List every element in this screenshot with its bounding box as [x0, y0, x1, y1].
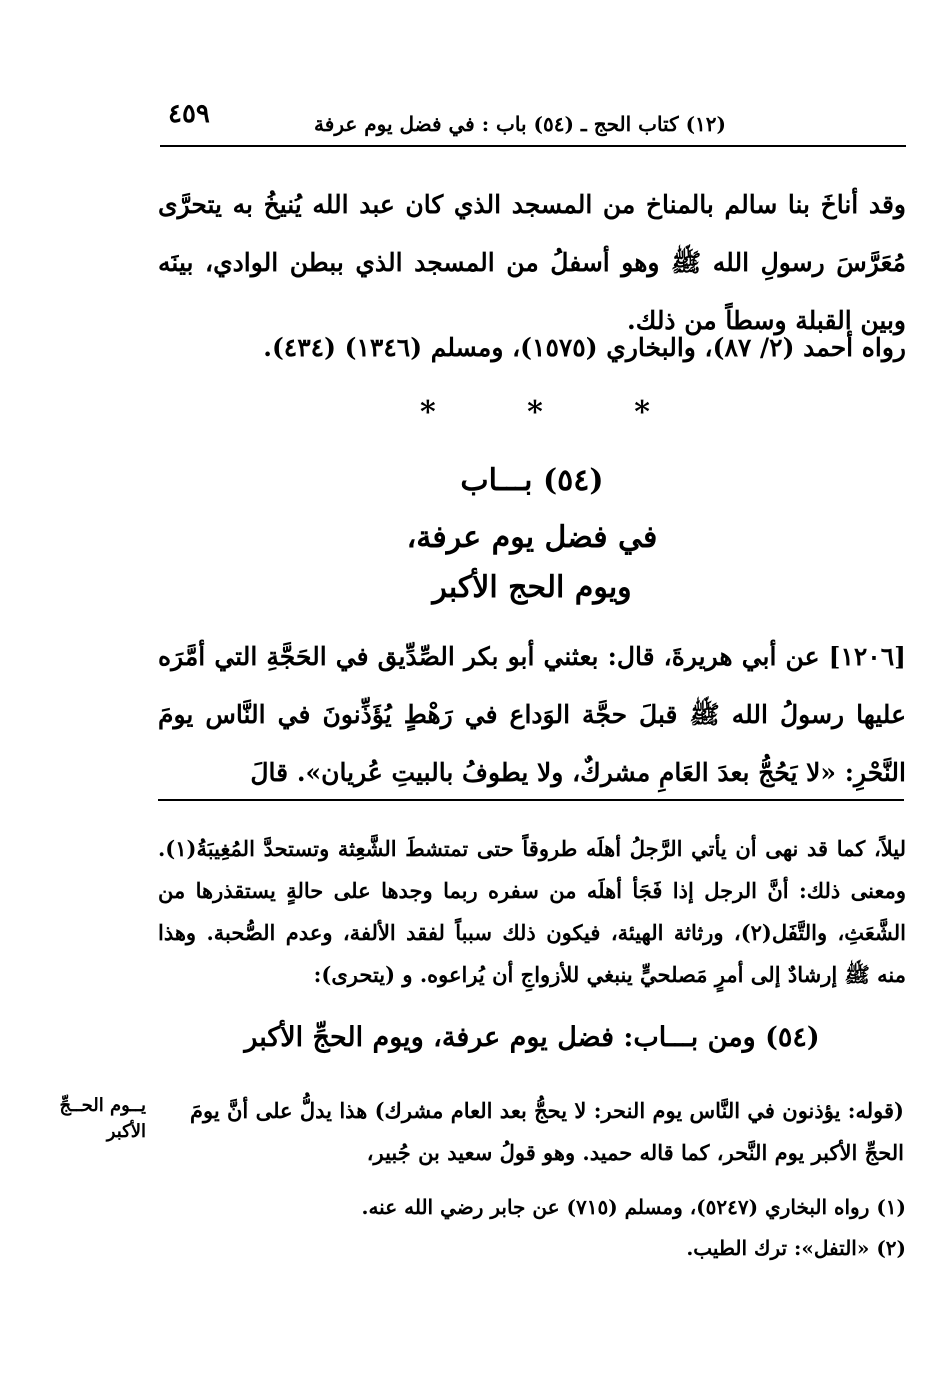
- hadith-text: [١٢٠٦] عن أبي هريرةَ، قال: بعثني أبو بكر الصِّدِّيق في الحَجَّةِ التي أمَّرَه عليها رسولُ الله ﷺ قبلَ حجَّة الوَداع في رَهْطٍ يُؤَذِّنونَ في النَّاس يومَ النَّحْرِ: «لا يَحُجُّ بعدَ العَامِ مشركٌ، ولا يطوفُ بالبيتِ عُريان». قالَ: [158, 642, 906, 787]
- header-rule: [160, 145, 906, 147]
- commentary-subheading: (٥٤) ومن بـــاب: فضل يوم عرفة، ويوم الحجِّ الأكبر: [244, 1022, 820, 1053]
- footnote-2: (٢) «التفل»: ترك الطيب.: [686, 1236, 906, 1260]
- section-separator: [420, 395, 650, 430]
- chapter-title-line1: في فضل يوم عرفة،: [406, 520, 658, 555]
- main-paragraph: وقد أناخَ بنا سالم بالمناخ من المسجد الذي كان عبد الله يُنيخُ به يتحرَّى مُعَرَّسَ رسولِ الله ﷺ وهو أسفلُ من المسجد الذي ببطن الوادي، بينَه وبين القبلة وسطاً من ذلك.: [158, 190, 906, 335]
- separator-star: *: [634, 395, 650, 430]
- margin-note: يــوم الحــجِّ الأكبر: [59, 1095, 146, 1142]
- commentary-paragraph-2: (قوله: يؤذنون في النَّاس يوم النحر: لا يحجُّ بعد العام مشرك) هذا يدلُّ على أنَّ يومَ الحجِّ الأكبر يوم النَّحر، كما قاله حميد. وهو قولُ سعيد بن جُبير،: [190, 1098, 904, 1165]
- commentary-paragraph: ليلاً، كما قد نهى أن يأتي الرَّجلُ أهلَه طروقاً حتى تمتشطَ الشَّعِثة وتستحدَّ المُغِيبَةُ(١). ومعنى ذلك: أنَّ الرجل إذا فَجَأ أهلَه من سفره ربما وجدها على حالةٍ يستقذرها من الشَّعَثِ، والتَّفَل(٢)، ورثاثة الهيئة، فيكون ذلك سبباً لفقد الألفة، وعدم الصُّحبة. وهذا منه ﷺ إرشادٌ إلى أمرٍ مَصلحيٍّ ينبغي للأزواجِ أن يُراعوه. و (يتحرى):: [158, 836, 907, 987]
- commentary-divider: [158, 799, 904, 801]
- footnote-1: (١) رواه البخاري (٥٢٤٧)، ومسلم (٧١٥) عن جابر رضي الله عنه.: [361, 1195, 906, 1219]
- separator-star: *: [420, 395, 436, 430]
- chapter-number: (٥٤) بـــاب: [460, 463, 604, 498]
- chapter-title-line2: ويوم الحج الأكبر: [432, 570, 632, 605]
- running-header: (١٢) كتاب الحج ـ (٥٤) باب : في فضل يوم عرفة: [314, 112, 726, 136]
- page-number: ٤٥٩: [168, 99, 210, 129]
- citation-line: رواه أحمد (٢/ ٨٧)، والبخاري (١٥٧٥)، ومسلم (١٣٤٦) (٤٣٤).: [263, 333, 906, 362]
- separator-star: *: [527, 395, 543, 430]
